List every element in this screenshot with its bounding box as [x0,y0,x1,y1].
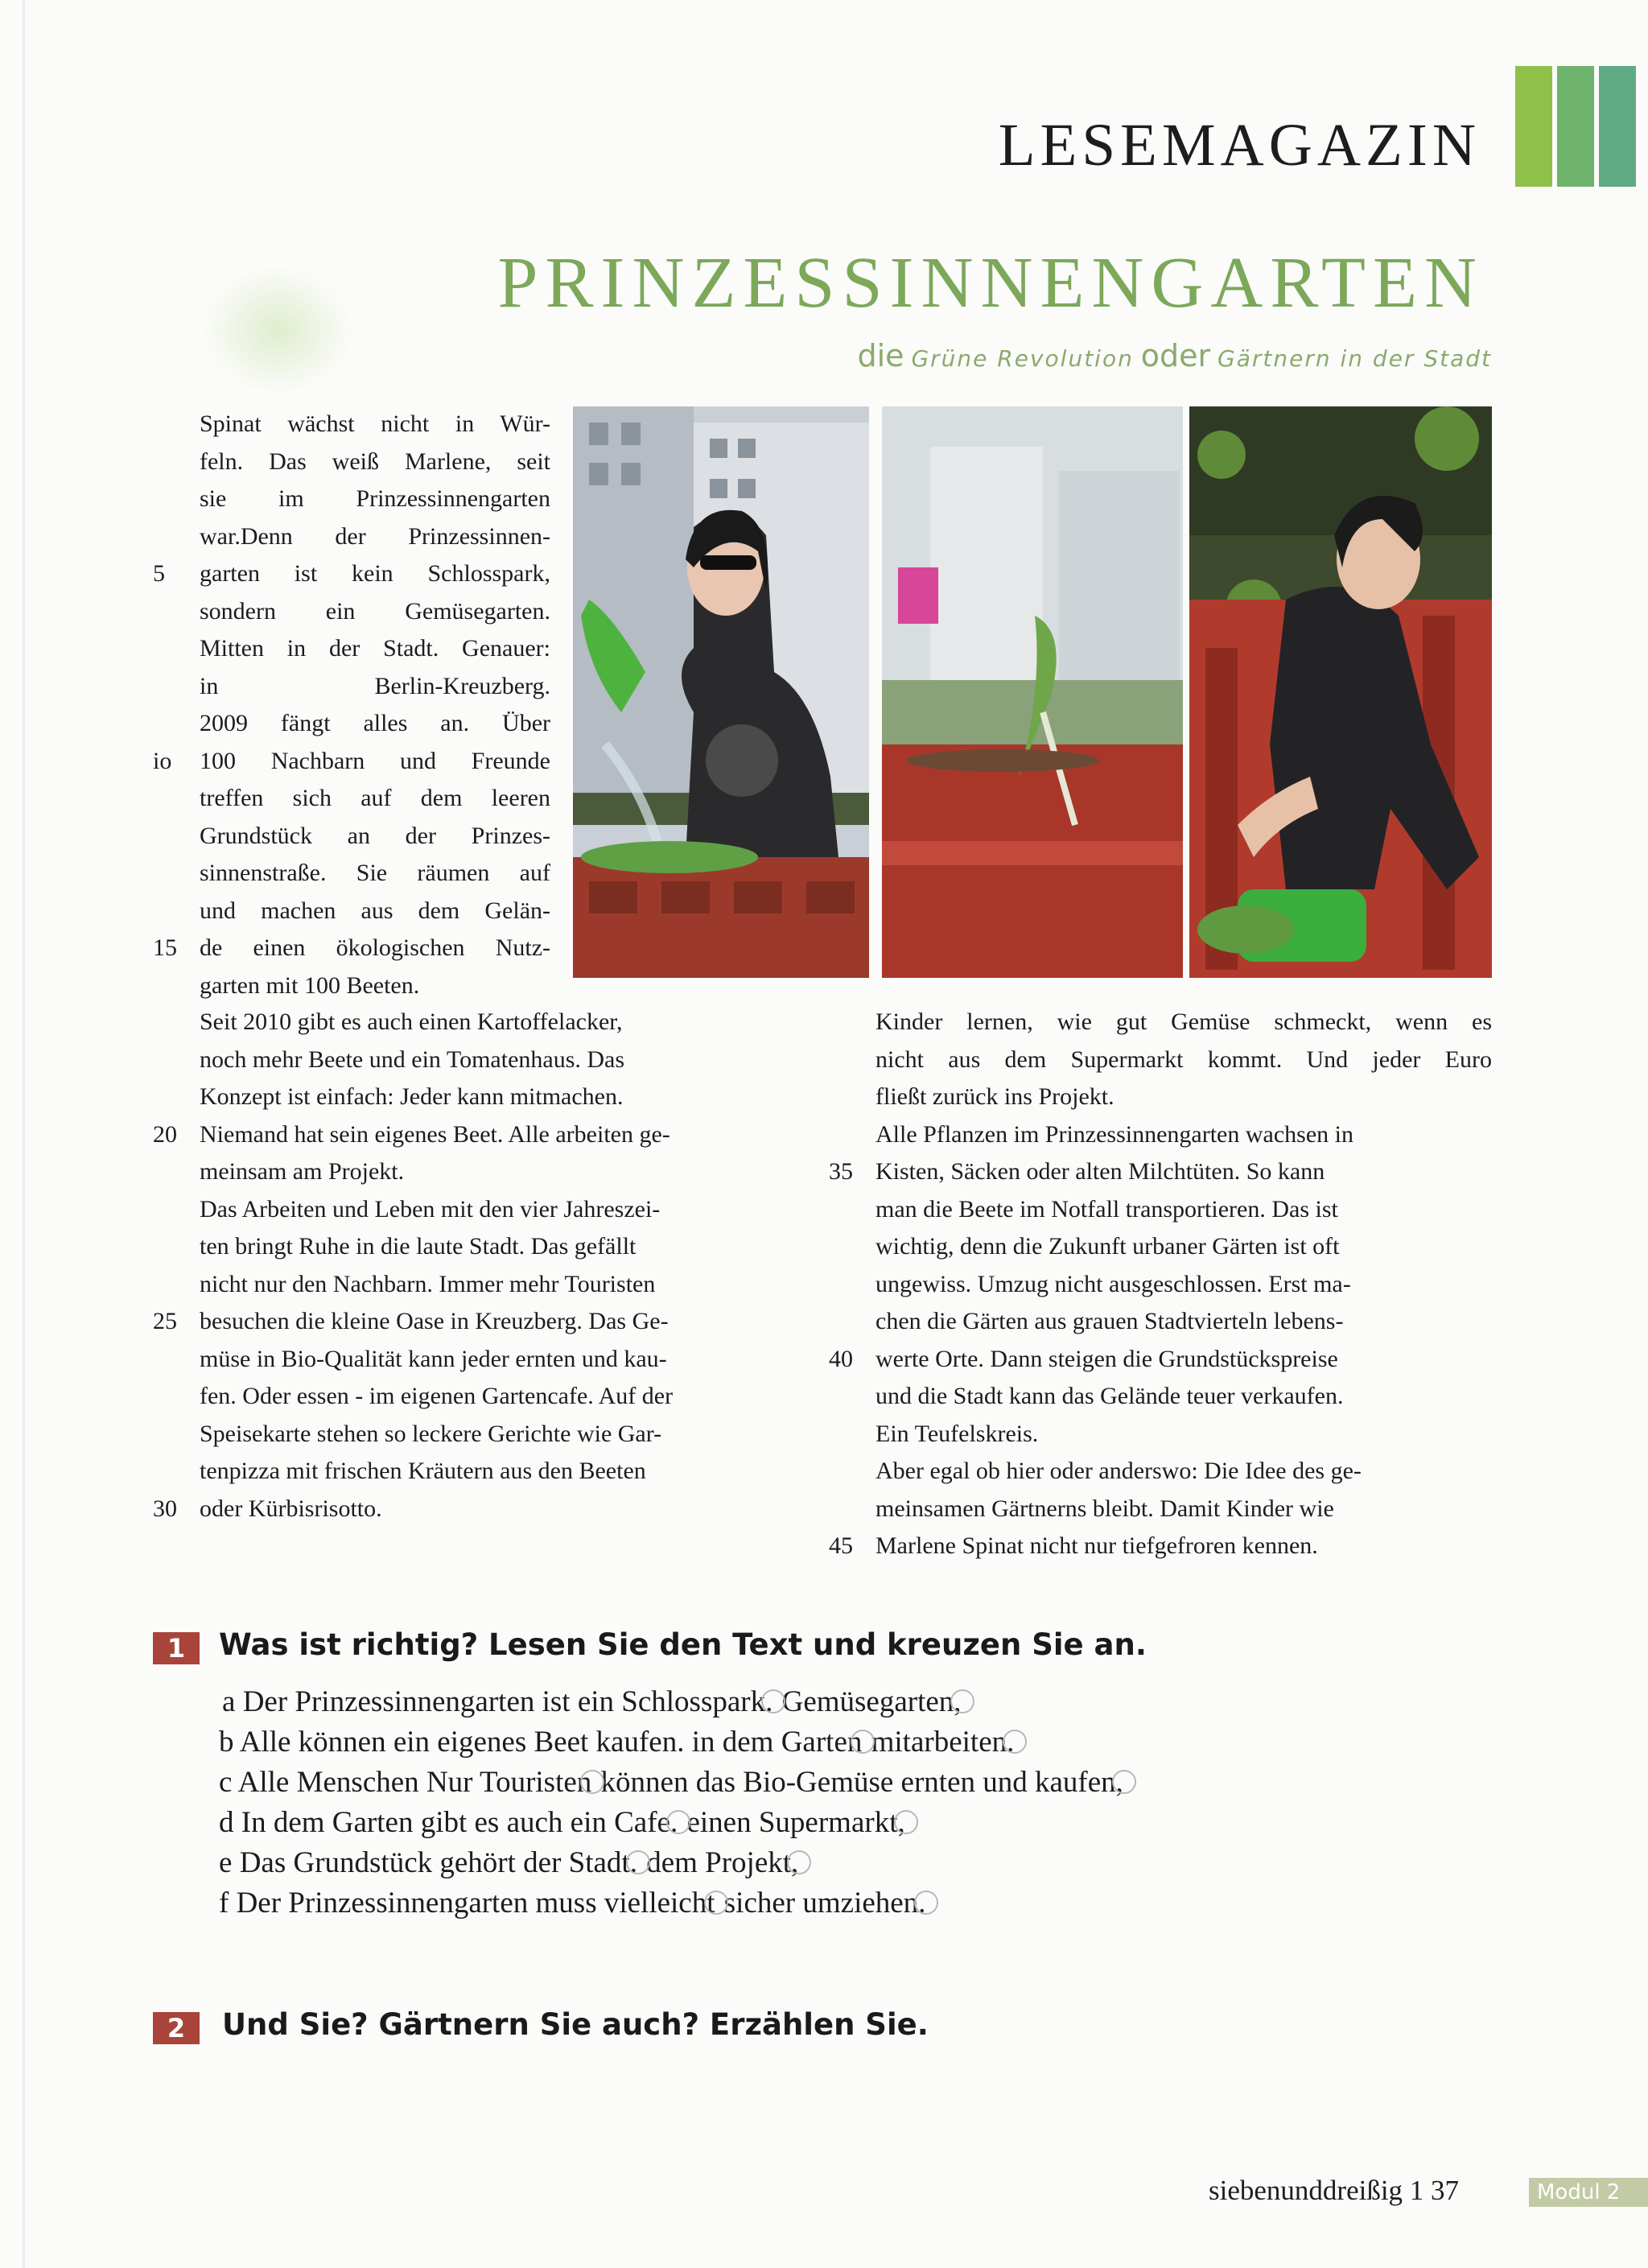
article-column-left-top [153,406,550,1004]
line-number: 25 [153,1308,177,1334]
exercise-number-badge: 1 [153,1632,200,1664]
line-text: meinsam am Projekt. [200,1158,405,1185]
decorative-green-smudge [201,266,354,394]
line-text: fen. Oder essen - im eigenen Gartencafe. Auf der [200,1383,674,1409]
line-text: Mitten in der Stadt. Genauer: [200,635,550,662]
page-spine-shadow [23,0,25,2268]
exercise-item [219,1763,1125,1803]
line-text: Kisten, Säcken oder alten Milchtüten. So kann [876,1158,1325,1185]
text-line [153,555,550,593]
article-column-right [829,1004,1492,1565]
item-letter: a [222,1685,236,1718]
answer-checkbox-circle[interactable] [894,1810,918,1834]
answer-checkbox-circle[interactable] [1112,1770,1136,1794]
line-text: Ein Teufelskreis. [876,1420,1039,1447]
text-line [876,1041,1492,1079]
line-text: garten mit 100 Beeten. [200,971,420,999]
text-line [200,705,550,743]
line-text: Seit 2010 gibt es auch einen Kartoffelacker, [200,1008,623,1035]
line-text: müse in Bio-Qualität kann jeder ernten und kau- [200,1345,667,1372]
item-letter: e [219,1846,233,1879]
line-number: 35 [829,1158,853,1185]
answer-checkbox-circle[interactable] [761,1689,785,1713]
line-text: 100 Nachbarn und Freunde [200,747,550,774]
text-line [200,1453,698,1491]
text-line [200,818,550,856]
item-option-2: mitarbeiten. [871,1726,1015,1759]
exercise-item [219,1803,1125,1843]
line-text: Spinat wächst nicht in Wür- [200,410,550,437]
line-text: Grundstück an der Prinzes- [200,822,550,849]
text-line [200,1078,698,1116]
text-line [200,1378,698,1416]
item-option-2: können das Bio-Gemüse ernten und kaufen, [600,1766,1123,1799]
item-option-1: Nur Touristen [426,1766,592,1799]
text-line [876,1078,1492,1116]
photo-woman-smiling [1189,406,1492,978]
text-line [876,1453,1492,1491]
line-text: nicht aus dem Supermarkt kommt. Und jeder Euro [876,1045,1492,1073]
exercise-item [219,1682,1125,1722]
item-option-2: Gemüsegarten, [781,1685,962,1718]
text-line [200,668,550,706]
line-text: und die Stadt kann das Gelände teuer verkaufen. [876,1383,1344,1409]
line-text: noch mehr Beete und ein Tomatenhaus. Das [200,1045,625,1073]
text-line [153,930,550,967]
brand-bar [1599,66,1636,187]
answer-checkbox-circle[interactable] [851,1730,875,1754]
line-text: war.Denn der Prinzessinnen- [200,522,550,550]
item-stem: Alle Menschen [237,1766,419,1799]
line-text: 2009 fängt alles an. Über [200,710,550,736]
line-text: Speisekarte stehen so leckere Gerichte wie Gar- [200,1420,662,1447]
item-option-2: dem Projekt, [646,1846,799,1879]
line-number: 30 [153,1495,177,1522]
line-text: de einen ökologischen Nutz- [200,934,550,961]
text-line [876,1191,1492,1229]
line-text: nicht nur den Nachbarn. Immer mehr Touristen [200,1270,656,1297]
subtitle-revolution: Grüne Revolution [911,345,1134,372]
item-stem: Alle können ein eigenes Beet kaufen. [239,1726,685,1759]
line-text: sinnenstraße. Sie räumen auf [200,860,550,886]
subtitle-gaertnern: Gärtnern in der Stadt [1217,345,1492,372]
page-number-text: siebenunddreißig 1 37 [1209,2175,1460,2206]
text-line [876,1116,1492,1154]
line-text: sondern ein Gemüsegarten. [200,597,550,625]
text-line [153,1116,698,1154]
text-line [153,743,550,781]
exercise-item [219,1843,1125,1883]
text-line [200,1228,698,1266]
item-option-2: sicher umziehen. [723,1887,926,1920]
line-text: Marlene Spinat nicht nur tiefgefroren kennen. [876,1532,1318,1559]
item-letter: f [219,1887,229,1920]
line-number: 15 [153,934,177,961]
line-text: Niemand hat sein eigenes Beet. Alle arbeiten ge- [200,1120,670,1148]
item-option-2: einen Supermarkt, [686,1806,905,1839]
brand-bar [1557,66,1594,187]
modul-tab: Modul 2 [1529,2178,1648,2207]
item-letter: b [219,1726,234,1759]
answer-checkbox-circle[interactable] [626,1850,650,1874]
text-line [153,1491,698,1528]
line-text: Kinder lernen, wie gut Gemüse schmeckt, wenn es [876,1008,1492,1035]
text-line [200,855,550,893]
line-number: 40 [829,1345,853,1372]
subtitle-oder: oder [1140,338,1211,373]
line-text: werte Orte. Dann steigen die Grundstückspreise [876,1345,1338,1372]
item-option-1: Stadt. [568,1846,637,1879]
line-text: besuchen die kleine Oase in Kreuzberg. Das Ge- [200,1308,669,1334]
exercise-number-badge: 2 [153,2012,200,2044]
photo-seedling-beds [882,406,1183,978]
line-text: Das Arbeiten und Leben mit den vier Jahreszei- [200,1195,661,1223]
line-number: 5 [153,560,165,587]
line-text: in Berlin-Kreuzberg. [200,672,550,699]
line-text: ten bringt Ruhe in die laute Stadt. Das gefällt [200,1233,637,1260]
line-text: Aber egal ob hier oder anderswo: Die Idee des ge- [876,1458,1362,1484]
text-line [876,1416,1492,1454]
text-line [200,1266,698,1304]
brand-bar [1515,66,1552,187]
answer-checkbox-circle[interactable] [787,1850,811,1874]
text-line [200,1191,698,1229]
text-line [876,1266,1492,1304]
answer-checkbox-circle[interactable] [666,1810,690,1834]
text-line [200,780,550,818]
item-option-1: Schlosspark. [621,1685,773,1718]
text-line [200,1416,698,1454]
text-line [200,1153,698,1191]
line-text: man die Beete im Notfall transportieren. Das ist [876,1195,1338,1223]
line-number: io [153,747,172,774]
text-line [876,1004,1492,1041]
line-text: fließt zurück ins Projekt. [876,1083,1114,1110]
item-stem: Der Prinzessinnengarten muss [236,1887,597,1920]
item-letter: c [219,1766,233,1799]
exercise-1-items [219,1682,1125,1924]
line-text: tenpizza mit frischen Kräutern aus den Beeten [200,1458,646,1484]
line-text: Konzept ist einfach: Jeder kann mitmachen. [200,1083,624,1110]
item-letter: d [219,1806,234,1839]
magazine-title: LESEMAGAZIN [998,112,1481,179]
photo-woman-watering [573,406,869,978]
text-line [200,630,550,668]
line-number: 45 [829,1532,853,1559]
text-line [200,1041,698,1079]
exercise-title: Was ist richtig? Lesen Sie den Text und kreuzen Sie an. [219,1627,1147,1662]
article-title: PRINZESSINNENGARTEN [497,243,1484,323]
line-text: oder Kürbisrisotto. [200,1495,382,1522]
text-line [153,1303,698,1341]
brand-color-bars [1515,66,1644,187]
answer-checkbox-circle[interactable] [914,1891,938,1915]
item-stem: In dem Garten gibt es auch [241,1806,563,1839]
answer-checkbox-circle[interactable] [1003,1730,1027,1754]
line-text: wichtig, denn die Zukunft urbaner Gärten ist oft [876,1233,1340,1260]
article-column-left-bottom [153,1004,698,1528]
answer-checkbox-circle[interactable] [580,1770,604,1794]
text-line [876,1228,1492,1266]
text-line [829,1153,1492,1191]
exercise-item [219,1883,1125,1924]
line-text: sie im Prinzessinnengarten [200,485,550,512]
line-number: 20 [153,1120,177,1148]
text-line [200,480,550,518]
text-line [200,518,550,556]
text-line [200,406,550,443]
text-line [876,1303,1492,1341]
line-text: chen die Gärten aus grauen Stadtvierteln lebens- [876,1308,1344,1334]
text-line [200,443,550,481]
text-line [200,1341,698,1379]
line-text: und machen aus dem Gelän- [200,897,550,924]
line-text: Alle Pflanzen im Prinzessinnengarten wachsen in [876,1120,1353,1148]
line-text: garten ist kein Schlosspark, [200,560,550,587]
line-text: feln. Das weiß Marlene, seit [200,447,550,475]
exercise-item [219,1722,1125,1763]
item-stem: Der Prinzessinnengarten ist ein [242,1685,615,1718]
line-text: meinsamen Gärtnerns bleibt. Damit Kinder wie [876,1495,1334,1522]
text-line [200,1004,698,1041]
text-line [876,1378,1492,1416]
article-subtitle [857,338,1492,373]
text-line [876,1491,1492,1528]
text-line [200,967,550,1005]
answer-checkbox-circle[interactable] [704,1891,728,1915]
line-text: treffen sich auf dem leeren [200,785,550,811]
text-line [200,893,550,930]
text-line [200,593,550,631]
subtitle-die: die [857,338,904,373]
item-option-1: vielleicht [604,1887,715,1920]
item-option-1: in dem Garten [691,1726,863,1759]
text-line [829,1528,1492,1565]
line-text: ungewiss. Umzug nicht ausgeschlossen. Erst ma- [876,1270,1351,1297]
text-line [829,1341,1492,1379]
item-option-1: ein Cafe. [570,1806,678,1839]
answer-checkbox-circle[interactable] [950,1689,974,1713]
exercise-title: Und Sie? Gärtnern Sie auch? Erzählen Sie. [222,2007,929,2042]
item-stem: Das Grundstück gehört der [239,1846,562,1879]
